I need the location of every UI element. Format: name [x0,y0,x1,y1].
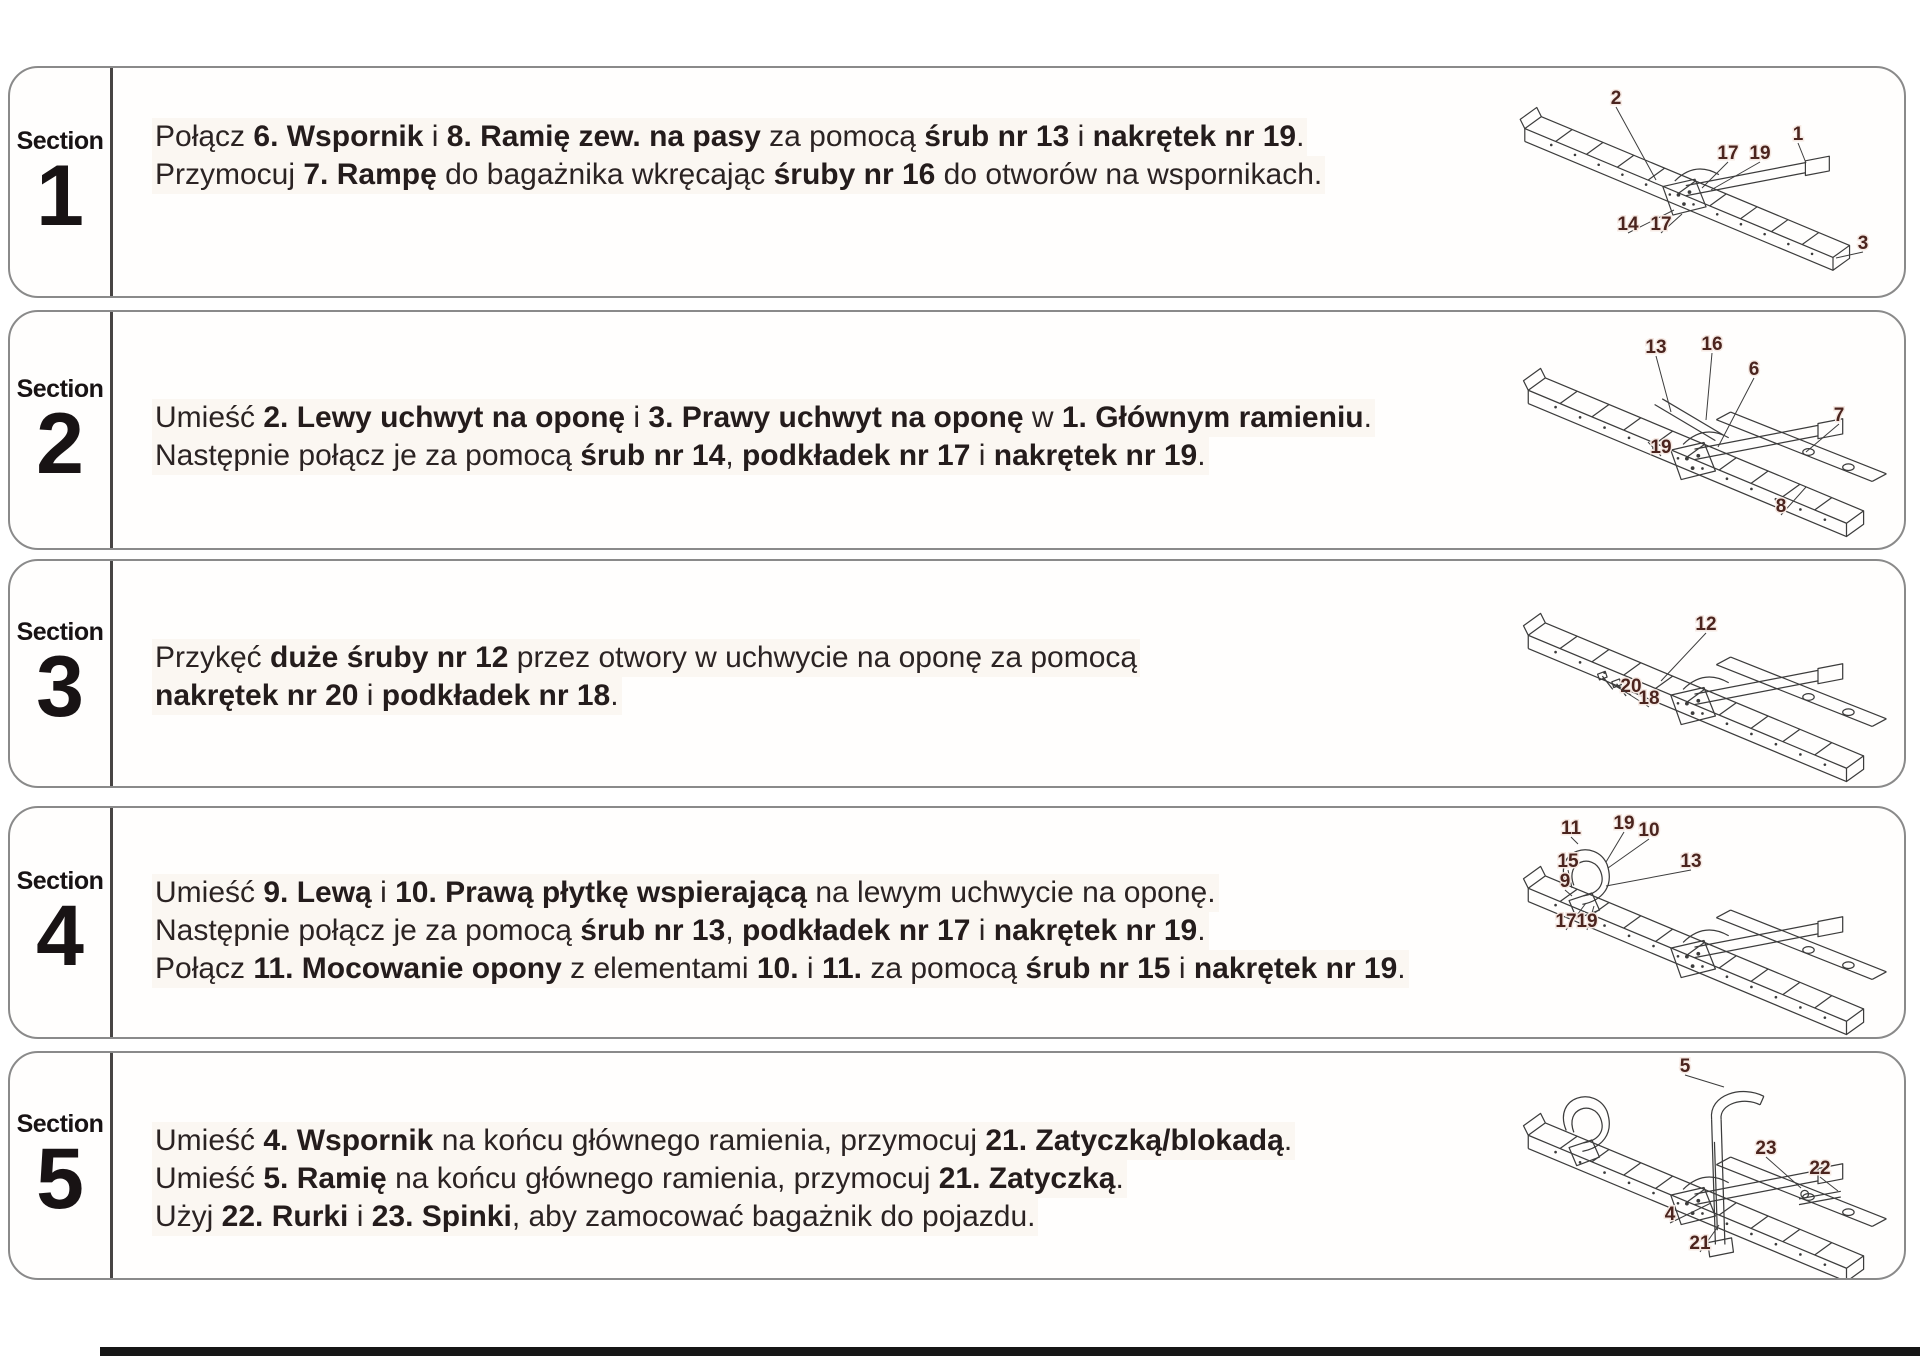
instruction-text: i [970,913,994,947]
instruction-text: . [1296,120,1305,153]
section-2-diagram [1506,312,1918,548]
instruction-text: w [1023,401,1062,434]
section-divider [110,1053,113,1278]
part-reference: 6. Wspornik [253,120,424,153]
instruction-text: i [348,1199,372,1233]
instruction-text: . [1363,401,1372,434]
part-reference: 9. Lewą [263,875,372,909]
diagram-leader-line [1806,424,1839,452]
instruction-line [152,156,1325,194]
section-2-text [152,312,1474,548]
diagram-part-label: 18 [1638,688,1660,709]
diagram-leader-line [1606,870,1691,886]
diagram-part-label: 10 [1638,820,1660,841]
instruction-text: i [423,120,447,153]
instruction-line [152,1198,1038,1236]
section-number: 5 [36,1131,84,1228]
section-number: 4 [36,888,84,985]
section-5-diagram [1506,1053,1918,1278]
section-4-header [10,808,110,1037]
part-reference: 1. Głównym ramieniu [1061,401,1364,434]
part-reference: śrub nr 14 [580,439,726,472]
rack-drawing [1524,613,1887,781]
section-row-2 [8,310,1906,550]
instruction-line [152,639,1140,677]
section-divider [110,68,113,296]
instruction-line [152,1160,1127,1198]
part-reference: podkładek nr 18 [381,678,611,712]
section-label: Section [16,374,104,403]
diagram-leader-line [1702,162,1728,188]
instruction-text: z elementami [561,951,757,985]
instruction-line [152,677,622,715]
instruction-text: Umieść [155,875,264,909]
instruction-text: Połącz [155,120,254,153]
section-row-3 [8,559,1906,788]
diagram-part-label: 17 [1650,214,1672,235]
diagram-part-label: 4 [1664,1204,1676,1225]
instruction-text: i [1170,951,1194,985]
diagram-part-label: 14 [1617,214,1639,235]
assembly-diagram-4 [1506,808,1916,1037]
assembly-diagram-2 [1506,312,1916,548]
section-3-diagram [1506,561,1918,786]
section-number: 1 [36,147,84,244]
instruction-text: Przymocuj [155,158,304,191]
diagram-part-label: 12 [1695,614,1717,635]
instruction-line [152,874,1219,912]
section-label: Section [16,1110,104,1139]
instruction-text: Umieść [155,1161,264,1195]
part-reference: nakrętek nr 19 [1092,120,1297,153]
instruction-text: i [798,951,822,985]
diagram-part-label: 21 [1689,1233,1711,1254]
instruction-text: , aby zamocować bagażnik do pojazdu. [511,1199,1036,1233]
section-1-text [152,68,1474,296]
part-reference: 2. Lewy uchwyt na oponę [263,401,626,434]
section-divider [110,561,113,786]
section-row-1 [8,66,1906,298]
instruction-text: do bagażnika wkręcając [436,158,774,191]
instruction-text: Użyj [155,1199,222,1233]
diagram-part-label: 16 [1701,334,1723,355]
diagram-part-label: 8 [1775,496,1787,517]
instruction-line [152,1122,1295,1160]
diagram-part-label: 15 [1557,851,1579,872]
section-3-header [10,561,110,786]
assembly-diagram-5 [1506,1053,1916,1278]
section-1-header [10,68,110,296]
diagram-part-label: 17 [1717,143,1739,164]
instruction-text: za pomocą [862,951,1026,985]
diagram-part-label: 19 [1576,911,1598,932]
section-label: Section [16,867,104,896]
instruction-text: . [1197,913,1206,947]
part-reference: duże śruby nr 12 [270,640,509,674]
part-reference: 3. Prawy uchwyt na oponę [648,401,1024,434]
part-reference: 8. Ramię zew. na pasy [446,120,761,153]
diagram-part-label: 3 [1857,233,1869,254]
part-reference: podkładek nr 17 [741,913,971,947]
part-reference: śrub nr 13 [924,120,1070,153]
instruction-text: i [358,678,382,712]
instruction-text: i [371,875,396,909]
instruction-line [152,118,1307,156]
diagram-part-label: 19 [1650,437,1672,458]
instruction-text: , [725,913,742,947]
section-5-text [152,1053,1474,1278]
diagram-part-label: 13 [1680,851,1702,872]
part-reference: 22. Rurki [221,1199,349,1233]
instruction-text: Przykęć [155,640,271,674]
instruction-line [152,399,1375,437]
diagram-leader-line [1718,378,1754,447]
part-reference: śrub nr 13 [580,913,726,947]
part-reference: śruby nr 16 [773,158,936,191]
diagram-part-label: 1 [1792,124,1804,145]
instruction-text: Połącz [155,951,254,985]
diagram-part-label: 11 [1560,818,1582,839]
assembly-diagram-1 [1506,68,1916,296]
diagram-part-label: 20 [1620,676,1642,697]
section-1-diagram [1506,68,1918,296]
rack-drawing [1524,850,1887,1035]
part-reference: nakrętek nr 19 [1193,951,1398,985]
diagram-part-label: 19 [1749,143,1771,164]
instruction-text: Następnie połącz je za pomocą [155,439,581,472]
diagram-leader-line [1608,839,1649,868]
section-number: 3 [36,639,84,736]
instruction-text: na lewym uchwycie na oponę. [807,875,1216,909]
instruction-text: . [1197,439,1206,472]
diagram-leader-line [1706,353,1712,420]
section-5-header [10,1053,110,1278]
part-reference: śrub nr 15 [1025,951,1171,985]
section-divider [110,808,113,1037]
diagram-part-label: 2 [1610,88,1622,109]
instruction-text: i [1069,120,1093,153]
section-row-4 [8,806,1906,1039]
section-number: 2 [36,395,84,492]
diagram-part-label: 17 [1555,911,1577,932]
part-reference: nakrętek nr 19 [993,913,1198,947]
instruction-text: do otworów na wspornikach. [935,158,1323,191]
section-row-5 [8,1051,1906,1280]
instruction-text: na końcu głównego ramienia, przymocuj [386,1161,939,1195]
instruction-text: . [1283,1123,1293,1157]
part-reference: 10. Prawą płytkę wspierającą [395,875,807,909]
part-reference: 4. Wspornik [263,1123,434,1157]
part-reference: nakrętek nr 19 [993,439,1198,472]
section-label: Section [16,618,104,647]
part-reference: 7. Rampę [303,158,437,191]
part-reference: 21. Zatyczką/blokadą [985,1123,1284,1157]
part-reference: 11. Mocowanie opony [253,951,562,985]
diagram-part-label: 22 [1809,1158,1831,1179]
diagram-part-label: 5 [1679,1056,1691,1077]
diagram-part-label: 7 [1833,405,1845,426]
diagram-leader-line [1661,633,1706,681]
instruction-line [152,912,1209,950]
section-divider [110,312,113,548]
part-reference: 21. Zatyczką [938,1161,1116,1195]
diagram-part-label: 13 [1645,337,1667,358]
section-4-text [152,808,1474,1037]
section-label: Section [16,126,104,155]
instruction-text: przez otwory w uchwycie na oponę za pomocą [508,640,1138,674]
diagram-leader-line [1685,1075,1724,1087]
section-3-text [152,561,1474,786]
section-2-header [10,312,110,548]
instruction-text: . [1115,1161,1124,1195]
instruction-text: i [625,401,649,434]
instruction-text: i [970,439,994,472]
instruction-line [152,950,1409,988]
part-reference: nakrętek nr 20 [155,678,359,712]
instruction-line [152,437,1209,475]
diagram-leader-line [1766,1157,1801,1188]
scan-edge-bar [100,1347,1920,1356]
rack-drawing [1524,368,1887,536]
section-4-diagram [1506,808,1918,1037]
diagram-part-label: 19 [1613,813,1635,834]
instruction-text: , [725,439,742,472]
diagram-leader-line [1820,1177,1838,1191]
instruction-text: Następnie połącz je za pomocą [155,913,581,947]
part-reference: 11. [821,951,862,985]
diagram-leader-line [1606,832,1624,862]
instruction-text: . [610,678,619,712]
assembly-diagram-3 [1506,561,1916,786]
instruction-text: za pomocą [760,120,925,153]
diagram-leader-line [1670,1203,1711,1223]
diagram-part-label: 9 [1559,871,1571,892]
diagram-leader-line [1656,356,1671,412]
diagram-leader-line [1798,143,1806,163]
instruction-text: . [1397,951,1406,985]
instruction-text: Umieść [155,401,264,434]
part-reference: 5. Ramię [263,1161,387,1195]
diagram-part-label: 23 [1755,1138,1777,1159]
part-reference: 10. [756,951,799,985]
part-reference: 23. Spinki [371,1199,512,1233]
instruction-text: na końcu głównego ramienia, przymocuj [433,1123,986,1157]
instruction-text: Umieść [155,1123,264,1157]
part-reference: podkładek nr 17 [741,439,971,472]
diagram-part-label: 6 [1748,359,1760,380]
